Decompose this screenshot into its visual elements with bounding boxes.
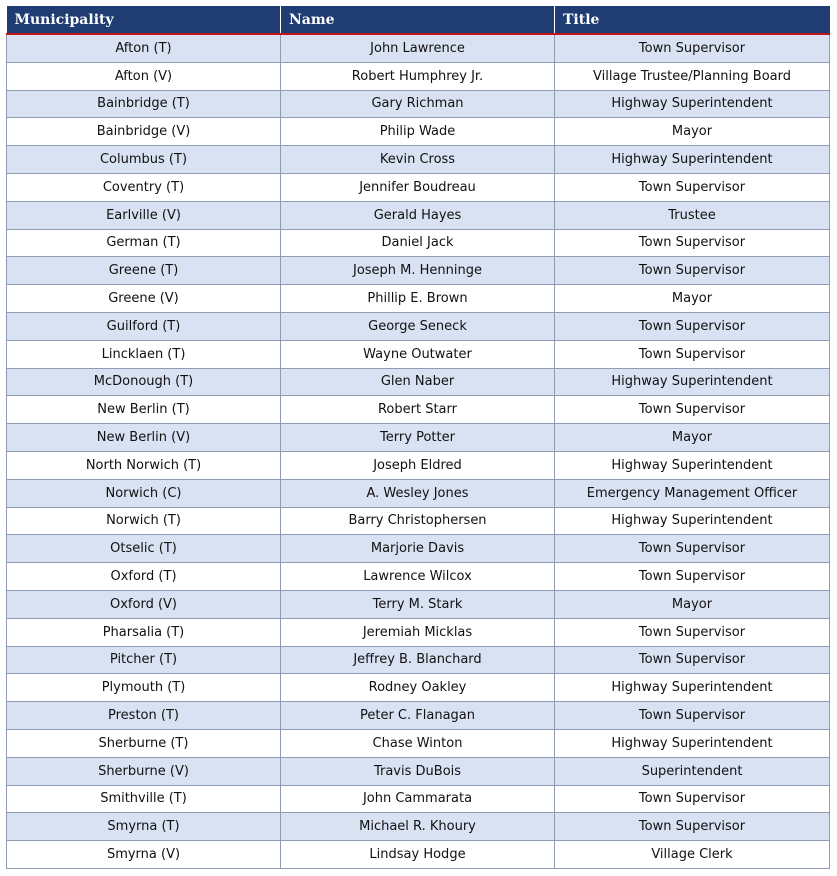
municipality-cell: McDonough (T) <box>7 368 281 396</box>
title-cell: Trustee <box>555 201 830 229</box>
municipality-cell: Oxford (T) <box>7 563 281 591</box>
title-cell: Town Supervisor <box>555 34 830 62</box>
name-cell: Joseph M. Henninge <box>281 257 555 285</box>
title-cell: Town Supervisor <box>555 702 830 730</box>
table-row <box>7 201 830 229</box>
municipality-cell: North Norwich (T) <box>7 451 281 479</box>
title-cell: Superintendent <box>555 757 830 785</box>
table-row <box>7 90 830 118</box>
table-row <box>7 173 830 201</box>
table-header <box>7 6 830 34</box>
name-cell: Glen Naber <box>281 368 555 396</box>
name-cell: Daniel Jack <box>281 229 555 257</box>
title-cell: Highway Superintendent <box>555 146 830 174</box>
title-cell: Highway Superintendent <box>555 451 830 479</box>
title-cell: Town Supervisor <box>555 312 830 340</box>
title-cell: Town Supervisor <box>555 173 830 201</box>
name-cell: Wayne Outwater <box>281 340 555 368</box>
municipality-cell: Pharsalia (T) <box>7 618 281 646</box>
table-row <box>7 451 830 479</box>
header-row <box>7 6 830 34</box>
name-cell: Travis DuBois <box>281 757 555 785</box>
name-cell: Kevin Cross <box>281 146 555 174</box>
title-cell: Emergency Management Officer <box>555 479 830 507</box>
table-row <box>7 813 830 841</box>
name-cell: Jeffrey B. Blanchard <box>281 646 555 674</box>
name-cell: Lindsay Hodge <box>281 841 555 869</box>
name-cell: Joseph Eldred <box>281 451 555 479</box>
title-cell: Highway Superintendent <box>555 729 830 757</box>
name-cell: Robert Humphrey Jr. <box>281 62 555 90</box>
title-cell: Highway Superintendent <box>555 507 830 535</box>
name-cell: Chase Winton <box>281 729 555 757</box>
municipality-cell: German (T) <box>7 229 281 257</box>
table-row <box>7 841 830 869</box>
name-cell: Barry Christophersen <box>281 507 555 535</box>
municipality-cell: Otselic (T) <box>7 535 281 563</box>
table-row <box>7 702 830 730</box>
table-row <box>7 424 830 452</box>
name-cell: Phillip E. Brown <box>281 285 555 313</box>
table-row <box>7 396 830 424</box>
municipality-cell: Smithville (T) <box>7 785 281 813</box>
title-cell: Town Supervisor <box>555 340 830 368</box>
table-body <box>7 34 830 868</box>
municipality-cell: Plymouth (T) <box>7 674 281 702</box>
title-cell: Town Supervisor <box>555 535 830 563</box>
municipality-cell: Smyrna (V) <box>7 841 281 869</box>
name-cell: John Cammarata <box>281 785 555 813</box>
name-cell: Jeremiah Micklas <box>281 618 555 646</box>
municipality-cell: New Berlin (T) <box>7 396 281 424</box>
title-cell: Village Trustee/Planning Board <box>555 62 830 90</box>
title-cell: Town Supervisor <box>555 618 830 646</box>
title-cell: Town Supervisor <box>555 229 830 257</box>
title-cell: Highway Superintendent <box>555 90 830 118</box>
name-cell: Terry Potter <box>281 424 555 452</box>
name-cell: Robert Starr <box>281 396 555 424</box>
municipality-cell: Norwich (C) <box>7 479 281 507</box>
name-cell: A. Wesley Jones <box>281 479 555 507</box>
municipality-cell: Bainbridge (T) <box>7 90 281 118</box>
header-title: Title <box>555 6 830 34</box>
municipality-cell: Pitcher (T) <box>7 646 281 674</box>
title-cell: Town Supervisor <box>555 785 830 813</box>
title-cell: Village Clerk <box>555 841 830 869</box>
table-row <box>7 618 830 646</box>
table-row <box>7 257 830 285</box>
municipality-cell: Columbus (T) <box>7 146 281 174</box>
title-cell: Mayor <box>555 118 830 146</box>
municipality-cell: Norwich (T) <box>7 507 281 535</box>
name-cell: Michael R. Khoury <box>281 813 555 841</box>
table-row <box>7 62 830 90</box>
title-cell: Town Supervisor <box>555 396 830 424</box>
municipality-cell: Greene (V) <box>7 285 281 313</box>
municipality-cell: Sherburne (T) <box>7 729 281 757</box>
municipality-cell: Coventry (T) <box>7 173 281 201</box>
title-cell: Highway Superintendent <box>555 674 830 702</box>
municipality-cell: Lincklaen (T) <box>7 340 281 368</box>
table-row <box>7 729 830 757</box>
name-cell: Jennifer Boudreau <box>281 173 555 201</box>
title-cell: Mayor <box>555 590 830 618</box>
title-cell: Town Supervisor <box>555 813 830 841</box>
title-cell: Town Supervisor <box>555 257 830 285</box>
municipality-cell: Sherburne (V) <box>7 757 281 785</box>
municipality-cell: Earlville (V) <box>7 201 281 229</box>
officials-table-wrapper <box>6 6 829 869</box>
officials-table <box>6 6 830 869</box>
table-row <box>7 785 830 813</box>
name-cell: Terry M. Stark <box>281 590 555 618</box>
municipality-cell: Afton (T) <box>7 34 281 62</box>
table-row <box>7 340 830 368</box>
municipality-cell: Greene (T) <box>7 257 281 285</box>
title-cell: Highway Superintendent <box>555 368 830 396</box>
header-municipality: Municipality <box>7 6 281 34</box>
name-cell: George Seneck <box>281 312 555 340</box>
municipality-cell: Guilford (T) <box>7 312 281 340</box>
title-cell: Mayor <box>555 424 830 452</box>
name-cell: Rodney Oakley <box>281 674 555 702</box>
name-cell: Philip Wade <box>281 118 555 146</box>
header-name: Name <box>281 6 555 34</box>
table-row <box>7 590 830 618</box>
name-cell: Lawrence Wilcox <box>281 563 555 591</box>
municipality-cell: Bainbridge (V) <box>7 118 281 146</box>
name-cell: John Lawrence <box>281 34 555 62</box>
table-row <box>7 368 830 396</box>
table-row <box>7 312 830 340</box>
title-cell: Town Supervisor <box>555 563 830 591</box>
municipality-cell: Preston (T) <box>7 702 281 730</box>
municipality-cell: Oxford (V) <box>7 590 281 618</box>
table-row <box>7 674 830 702</box>
name-cell: Marjorie Davis <box>281 535 555 563</box>
name-cell: Peter C. Flanagan <box>281 702 555 730</box>
table-row <box>7 646 830 674</box>
table-row <box>7 479 830 507</box>
title-cell: Town Supervisor <box>555 646 830 674</box>
table-row <box>7 146 830 174</box>
municipality-cell: New Berlin (V) <box>7 424 281 452</box>
table-row <box>7 118 830 146</box>
table-row <box>7 535 830 563</box>
table-row <box>7 229 830 257</box>
table-row <box>7 507 830 535</box>
table-row <box>7 563 830 591</box>
municipality-cell: Smyrna (T) <box>7 813 281 841</box>
name-cell: Gary Richman <box>281 90 555 118</box>
title-cell: Mayor <box>555 285 830 313</box>
table-row <box>7 757 830 785</box>
table-row <box>7 34 830 62</box>
name-cell: Gerald Hayes <box>281 201 555 229</box>
municipality-cell: Afton (V) <box>7 62 281 90</box>
table-row <box>7 285 830 313</box>
